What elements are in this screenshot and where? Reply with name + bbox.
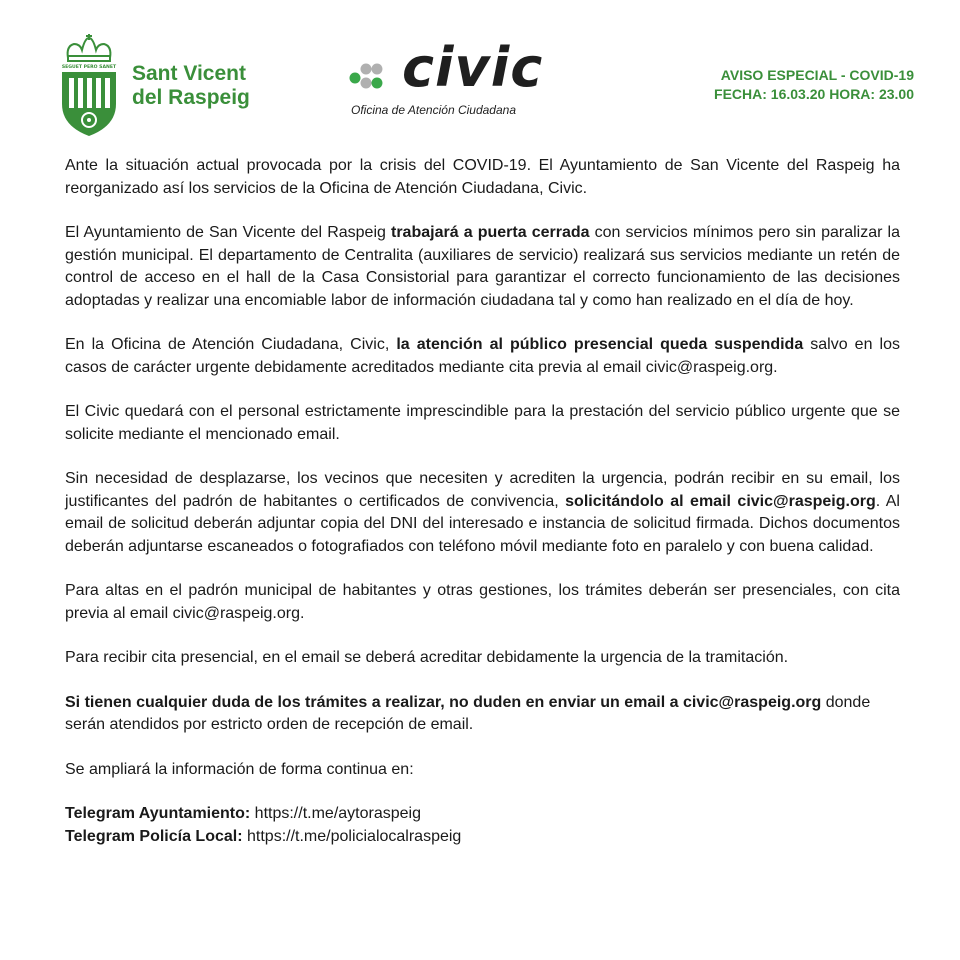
town-crest-logo bbox=[58, 34, 120, 138]
telegram-label: Telegram Ayuntamiento: bbox=[65, 805, 251, 822]
emphasis: solicitándolo al email civic@raspeig.org bbox=[565, 492, 876, 510]
paragraph-more-info: Se ampliará la información de forma continua en: bbox=[65, 760, 414, 778]
text: con servicios mínimos pero sin paralizar la gestión municipal. El departamento de Centralita (auxiliares de servicio) realizará sus servicios mediante un retén de control de acceso en el hall de la Casa Consistorial para garantizar el correcto funcionamiento de las decisiones adoptadas y realizar una encomiable labor de información ciudadana tal y como han realizado en el día de hoy. bbox=[65, 224, 900, 309]
crest-motto: SEGUET PERO SANET bbox=[61, 65, 117, 70]
notice-datetime: FECHA: 16.03.20 HORA: 23.00 bbox=[714, 86, 914, 102]
text: Sin necesidad de desplazarse, los vecinos que necesiten y acrediten la urgencia, podrán recibir en su email, los justificantes del padrón de habitantes o certificados de convivencia, bbox=[65, 470, 900, 510]
civic-subtitle: Oficina de Atención Ciudadana bbox=[351, 103, 516, 117]
telegram-link[interactable]: https://t.me/aytoraspeig bbox=[254, 805, 421, 822]
special-notice bbox=[714, 66, 914, 104]
town-name-line1: Sant Vicent bbox=[132, 62, 246, 85]
text: salvo en los casos de carácter urgente debidamente acreditados mediante cita previa al email civic@raspeig.org. bbox=[65, 336, 900, 376]
text: En la Oficina de Atención Ciudadana, Civic, bbox=[65, 336, 397, 353]
paragraph-closed-doors bbox=[65, 222, 900, 312]
civic-dots-icon bbox=[349, 60, 399, 90]
header bbox=[0, 0, 960, 140]
town-name-line2: del Raspeig bbox=[132, 86, 250, 109]
paragraph-certificates bbox=[65, 468, 900, 558]
paragraph-questions bbox=[65, 692, 900, 737]
telegram-link[interactable]: https://t.me/policialocalraspeig bbox=[247, 827, 462, 845]
town-name bbox=[132, 62, 250, 110]
text: El Ayuntamiento de San Vicente del Raspeig bbox=[65, 224, 391, 241]
paragraph-intro: Ante la situación actual provocada por la crisis del COVID-19. El Ayuntamiento de San Vicente del Raspeig ha reorganizado así los servicios de la Oficina de Atención Ciudadana, Civic. bbox=[65, 157, 900, 197]
emphasis: Si tienen cualquier duda de los trámites a realizar, no duden en enviar un email a civic@raspeig.org bbox=[65, 693, 822, 711]
telegram-label: Telegram Policía Local: bbox=[65, 827, 243, 845]
paragraph-appointment: Para recibir cita presencial, en el email se deberá acreditar debidamente la urgencia de la tramitación. bbox=[65, 649, 789, 666]
emphasis: trabajará a puerta cerrada bbox=[391, 224, 590, 241]
paragraph-registrations: Para altas en el padrón municipal de habitantes y otras gestiones, los trámites deberán ser presenciales, con cita previa al email civic@raspeig.org. bbox=[65, 582, 900, 622]
telegram-policia bbox=[65, 826, 900, 849]
notice-body bbox=[65, 155, 900, 848]
telegram-ayuntamiento bbox=[65, 803, 900, 826]
paragraph-suspended bbox=[65, 334, 900, 379]
text: donde serán atendidos por estricto orden de recepción de email. bbox=[65, 693, 871, 733]
civic-logo: civic bbox=[402, 36, 544, 99]
text: . Al email de solicitud deberán adjuntar copia del DNI del interesado e instancia de solicitud firmada. Dichos documentos deberán adjuntarse escaneados o fotografiados con teléfono móvil mediante foto en paralelo y con buena calidad. bbox=[65, 492, 900, 555]
emphasis: la atención al público presencial queda suspendida bbox=[396, 336, 804, 353]
paragraph-staff: El Civic quedará con el personal estrictamente imprescindible para la prestación del servicio público urgente que se solicite mediante el mencionado email. bbox=[65, 403, 900, 443]
notice-title: AVISO ESPECIAL - COVID-19 bbox=[720, 67, 914, 83]
